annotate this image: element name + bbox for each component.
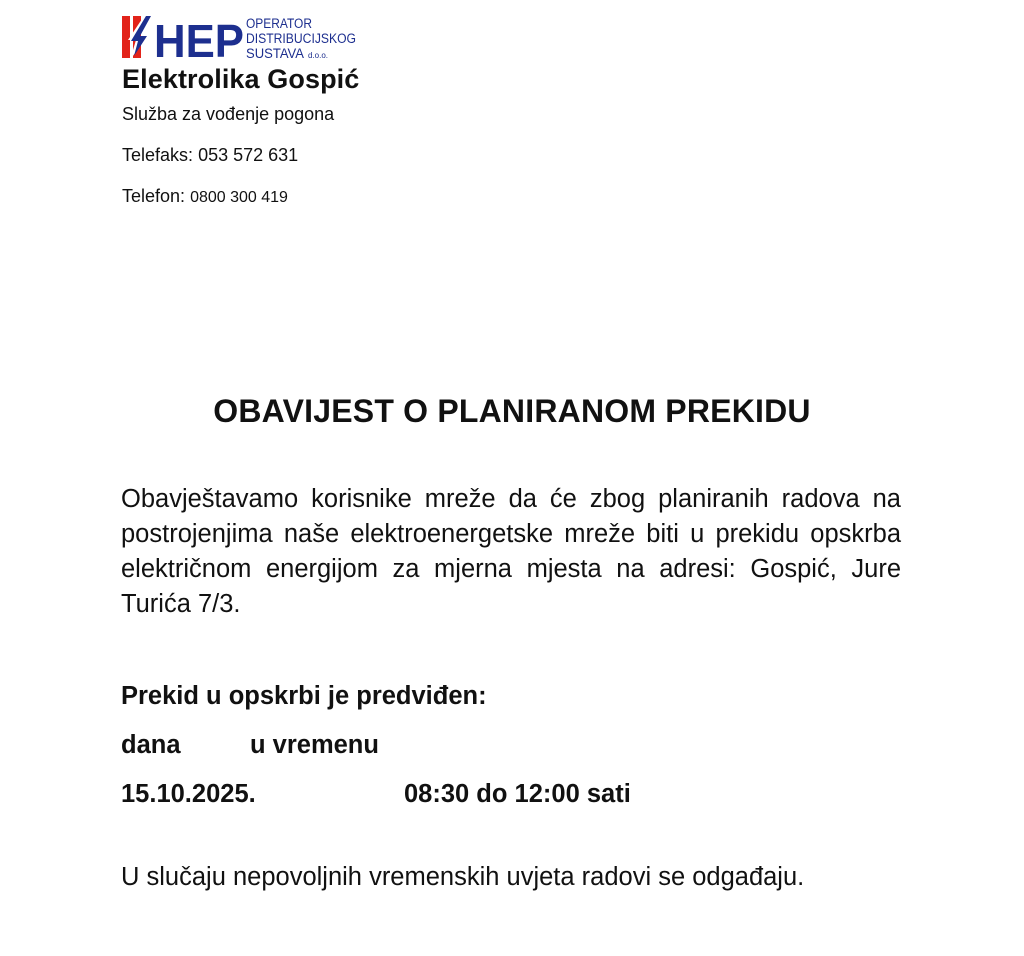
column-header-day: dana	[121, 731, 181, 759]
phone-line	[122, 186, 288, 207]
weather-note: U slučaju nepovoljnih vremenskih uvjeta radovi se odgađaju.	[121, 863, 805, 891]
fax-line	[122, 145, 298, 166]
notice-paragraph: Obavještavamo korisnike mreže da će zbog planiranih radova na postrojenjima naše elektroenergetske mreže biti u prekidu opskrba električnom energijom za mjerna mjesta na adresi: Gospić, Jure Turića 7/3.	[121, 485, 901, 618]
outage-time: 08:30 do 12:00 sati	[404, 780, 631, 808]
service-name: Služba za vođenje pogona	[122, 104, 335, 124]
phone-number: 0800 300 419	[190, 189, 288, 206]
logo-line-2: DISTRIBUCIJSKOG	[246, 31, 356, 46]
logo-line-1: OPERATOR	[246, 16, 313, 31]
outage-date: 15.10.2025.	[121, 780, 256, 808]
schedule-heading: Prekid u opskrbi je predviđen:	[121, 682, 487, 710]
column-header-time: u vremenu	[250, 731, 379, 759]
fax-number: 053 572 631	[198, 145, 299, 165]
phone-label: Telefon:	[122, 186, 186, 206]
hep-logo	[122, 14, 362, 62]
fax-label: Telefaks:	[122, 145, 194, 165]
hep-logo-graphic	[122, 14, 362, 62]
logo-suffix: d.o.o.	[308, 51, 329, 60]
organization-name: Elektrolika Gospić	[122, 64, 360, 94]
logo-brand-text: HEP	[154, 15, 244, 62]
page-title: OBAVIJEST O PLANIRANOM PREKIDU	[213, 393, 811, 429]
logo-line-3: SUSTAVA	[246, 46, 304, 61]
